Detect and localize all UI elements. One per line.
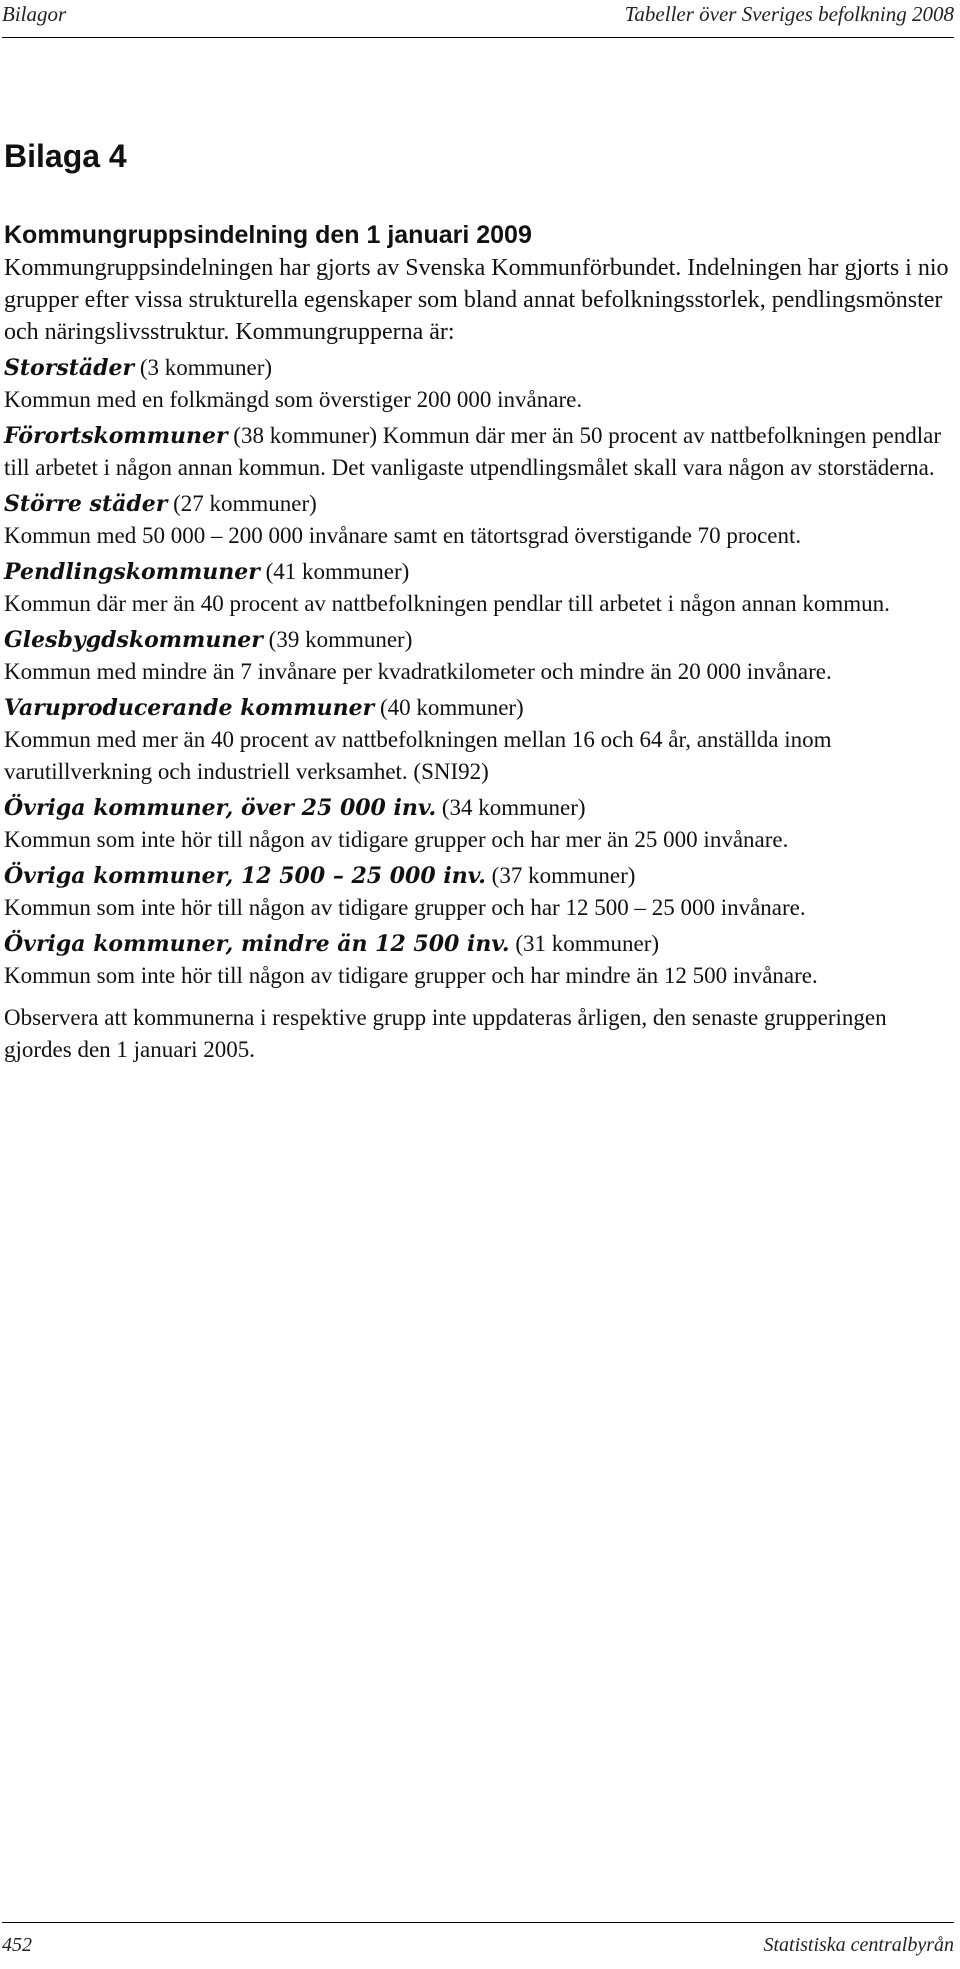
group-title: Glesbygdskommuner — [4, 627, 263, 653]
group-count: (40 kommuner) — [380, 695, 524, 720]
group-count: (27 kommuner) — [173, 491, 317, 516]
group-count: (37 kommuner) — [491, 863, 636, 888]
page-number: 452 — [2, 1934, 32, 1956]
group-description: Kommun med en folkmängd som överstiger 200 000 invånare. — [4, 387, 583, 412]
group-count: (38 kommuner) — [233, 423, 378, 448]
group-title: Varuproducerande kommuner — [4, 695, 375, 721]
note-paragraph: Observera att kommunerna i respektive grupp inte uppdateras årligen, den senaste grupperingen gjordes den 1 januari 2005. — [4, 1005, 887, 1062]
publisher-name: Statistiska centralbyrån — [763, 1934, 954, 1956]
running-header-left: Bilagor — [2, 2, 67, 26]
group-pendlingskommuner — [4, 556, 952, 620]
group-description: Kommun med mindre än 7 invånare per kvadratkilometer och mindre än 20 000 invånare. — [4, 659, 832, 684]
header-rule — [2, 37, 954, 38]
group-title: Förortskommuner — [4, 423, 228, 449]
group-description: Kommun där mer än 40 procent av nattbefolkningen pendlar till arbetet i någon annan kommun. — [4, 591, 890, 616]
group-ovriga-over-25000 — [4, 792, 952, 856]
appendix-title: Bilaga 4 — [4, 138, 127, 174]
running-header-right: Tabeller över Sveriges befolkning 2008 — [624, 2, 954, 26]
group-title: Större städer — [4, 491, 168, 517]
main-content — [4, 218, 952, 1089]
group-description: Kommun med mer än 40 procent av nattbefolkningen mellan 16 och 64 år, anställda inom varutillverkning och industriell verksamhet. (SNI92) — [4, 727, 832, 784]
group-storre-stader — [4, 488, 952, 552]
group-count: (34 kommuner) — [441, 795, 586, 820]
intro-paragraph: Kommungruppsindelningen har gjorts av Svenska Kommunförbundet. Indelningen har gjorts i nio grupper efter vissa strukturella egenskaper som bland annat befolkningsstorlek, pendlingsmönster och näringslivsstruktur. Kommungrupperna är: — [4, 255, 949, 345]
group-description: Kommun där mer än 50 procent av nattbefolkningen pendlar till arbetet i någon annan kommun. Det vanligaste utpendlingsmålet skall vara någon av storstäderna. — [4, 423, 941, 480]
group-ovriga-under-12500 — [4, 928, 952, 992]
group-title: Pendlingskommuner — [4, 559, 260, 585]
group-description: Kommun som inte hör till någon av tidigare grupper och har mindre än 12 500 invånare. — [4, 963, 818, 988]
group-description: Kommun med 50 000 – 200 000 invånare samt en tätortsgrad överstigande 70 procent. — [4, 523, 802, 548]
group-description: Kommun som inte hör till någon av tidigare grupper och har 12 500 – 25 000 invånare. — [4, 895, 806, 920]
group-forortskommuner — [4, 420, 952, 484]
group-count: (41 kommuner) — [265, 559, 410, 584]
group-ovriga-12500-25000 — [4, 860, 952, 924]
group-varuproducerande — [4, 692, 952, 788]
group-title: Storstäder — [4, 355, 135, 381]
section-heading: Kommungruppsindelning den 1 januari 2009 — [4, 221, 532, 249]
group-glesbygdskommuner — [4, 624, 952, 688]
group-description: Kommun som inte hör till någon av tidigare grupper och har mer än 25 000 invånare. — [4, 827, 789, 852]
group-count: (39 kommuner) — [268, 627, 413, 652]
group-title: Övriga kommuner, 12 500 – 25 000 inv. — [4, 863, 486, 889]
group-count: (3 kommuner) — [139, 355, 273, 380]
group-storstader — [4, 352, 952, 416]
footer-rule — [2, 1922, 954, 1923]
group-title: Övriga kommuner, över 25 000 inv. — [4, 795, 437, 821]
group-title: Övriga kommuner, mindre än 12 500 inv. — [4, 931, 510, 957]
group-count: (31 kommuner) — [515, 931, 660, 956]
